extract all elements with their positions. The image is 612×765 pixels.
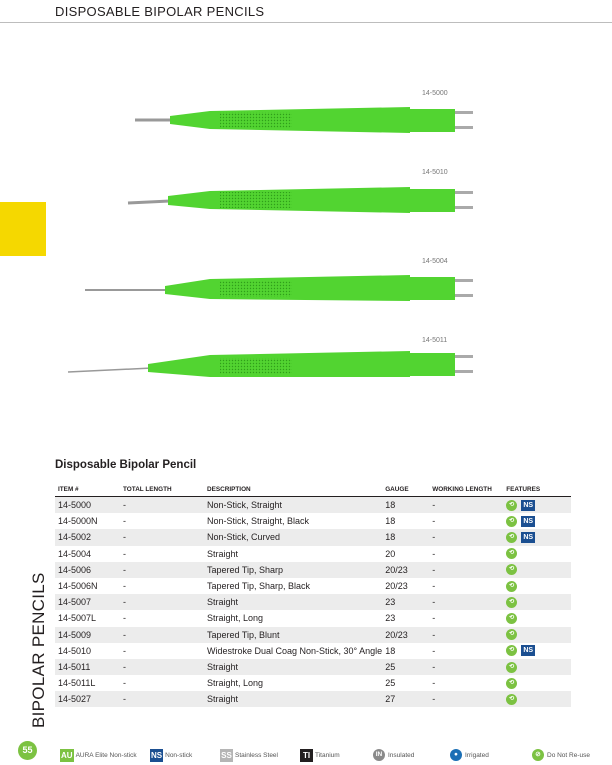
table-body (55, 497, 571, 708)
aura-feature-icon: ⟲ (506, 516, 517, 527)
cell-features (503, 546, 571, 562)
legend-label: Insulated (388, 751, 415, 759)
table-row (55, 594, 571, 610)
legend-ss-icon: SS (221, 751, 232, 760)
aura-feature-icon: ⟲ (506, 613, 517, 624)
cell-features (503, 627, 571, 643)
pencil-image-3 (85, 275, 473, 301)
cell-working-length: - (429, 562, 503, 578)
cell-features (503, 675, 571, 691)
legend-item-au (60, 749, 137, 762)
pencil-label-4: 14-5011 (422, 337, 448, 344)
cell-gauge: 27 (382, 691, 429, 707)
legend-ti-icon: TI (300, 749, 313, 762)
page-number-badge: 55 (18, 741, 37, 760)
legend-item-ns (150, 749, 192, 762)
table-row (55, 529, 571, 545)
non-stick-feature-icon: NS (521, 500, 535, 511)
cell-total-length: - (123, 548, 126, 559)
pencil-label-1: 14-5000 (422, 90, 448, 97)
legend-dr-icon: ⊘ (532, 749, 544, 761)
cell-total-length: - (120, 627, 204, 643)
legend-item-ir (450, 749, 489, 761)
cell-description: Widestroke Dual Coag Non-Stick, 30° Angle (207, 645, 383, 656)
cell-item: 14-5006 (55, 562, 120, 578)
aura-feature-icon: ⟲ (506, 694, 517, 705)
cell-working-length: - (429, 594, 503, 610)
cell-features (503, 497, 571, 514)
table-header-row (55, 484, 571, 497)
legend-label: AURA Elite Non-stick (75, 752, 137, 759)
cell-total-length: - (120, 691, 204, 707)
cell-gauge: 25 (382, 659, 429, 675)
legend-label: Do Not Re-use (547, 751, 590, 759)
aura-feature-icon: ⟲ (506, 629, 517, 640)
cell-description: Straight (204, 659, 382, 675)
legend-ns-icon: NS (151, 751, 163, 760)
cell-features (503, 529, 571, 545)
table-row (55, 675, 571, 691)
cell-working-length: - (429, 691, 503, 707)
cell-working-length: - (429, 659, 503, 675)
product-table (55, 484, 571, 707)
table-row (55, 627, 571, 643)
cell-features (503, 513, 571, 529)
legend-item-ti (300, 749, 340, 762)
cell-gauge: 23 (385, 613, 396, 624)
pencil-label-2: 14-5010 (422, 169, 448, 176)
non-stick-feature-icon: NS (521, 516, 535, 527)
table-row (55, 691, 571, 707)
cell-item: 14-5011L (58, 678, 96, 689)
col-header-features: FEATURES (503, 484, 571, 497)
col-header-description: DESCRIPTION (204, 484, 382, 497)
cell-working-length: - (432, 678, 436, 689)
cell-total-length: - (123, 581, 126, 592)
aura-feature-icon: ⟲ (506, 678, 517, 689)
aura-feature-icon: ⟲ (506, 581, 517, 592)
cell-features (503, 659, 571, 675)
col-header-gauge: GAUGE (382, 484, 429, 497)
non-stick-feature-icon: NS (521, 645, 535, 656)
cell-item: 14-5007L (58, 613, 97, 624)
table-row (55, 610, 571, 626)
cell-working-length: - (432, 581, 436, 592)
pencil-image-4 (68, 351, 473, 377)
table-row (55, 546, 571, 562)
aura-feature-icon: ⟲ (506, 662, 517, 673)
legend-item-ss (220, 749, 278, 762)
cell-item: 14-5004 (58, 548, 92, 559)
legend-label: Irrigated (465, 751, 489, 759)
cell-item: 14-5009 (55, 627, 120, 643)
cell-item: 14-5000N (58, 516, 98, 527)
cell-total-length: - (123, 516, 126, 527)
aura-feature-icon: ⟲ (506, 645, 517, 656)
cell-total-length: - (123, 645, 126, 656)
cell-gauge: 25 (385, 678, 396, 689)
cell-total-length: - (120, 594, 204, 610)
section-title: Disposable Bipolar Pencil (55, 459, 197, 471)
legend-label: Titanium (315, 752, 340, 759)
legend-label: Non-stick (165, 752, 193, 759)
header-rule (0, 22, 612, 23)
cell-gauge: 18 (382, 497, 429, 514)
cell-total-length: - (123, 613, 126, 624)
pencil-label-3: 14-5004 (422, 258, 448, 265)
cell-features (503, 594, 571, 610)
table-row (55, 643, 571, 659)
cell-total-length: - (120, 497, 204, 514)
aura-feature-icon: ⟲ (506, 548, 517, 559)
cell-gauge: 18 (382, 529, 429, 545)
cell-item: 14-5007 (55, 594, 120, 610)
yellow-section-tab (0, 202, 46, 256)
table-row (55, 659, 571, 675)
cell-gauge: 20 (385, 548, 396, 559)
table-row (55, 562, 571, 578)
aura-feature-icon: ⟲ (506, 500, 517, 511)
aura-feature-icon: ⟲ (506, 597, 517, 608)
cell-working-length: - (432, 516, 436, 527)
non-stick-feature-icon: NS (521, 532, 535, 543)
table-row (55, 513, 571, 529)
legend-au-icon: AU (61, 751, 73, 760)
cell-total-length: - (120, 659, 204, 675)
feature-legend (60, 749, 605, 765)
page-header-title: DISPOSABLE BIPOLAR PENCILS (55, 4, 265, 19)
cell-description: Non-Stick, Curved (204, 529, 382, 545)
cell-total-length: - (123, 678, 126, 689)
cell-item: 14-5002 (55, 529, 120, 545)
cell-gauge: 18 (385, 645, 396, 656)
cell-gauge: 20/23 (385, 581, 408, 592)
aura-feature-icon: ⟲ (506, 564, 517, 575)
cell-description: Straight, Long (207, 678, 264, 689)
table-row (55, 578, 571, 594)
cell-working-length: - (429, 627, 503, 643)
cell-item: 14-5010 (58, 645, 92, 656)
cell-total-length: - (120, 529, 204, 545)
legend-in-icon: IN (373, 749, 385, 761)
cell-description: Tapered Tip, Sharp, Black (207, 581, 311, 592)
cell-working-length: - (432, 645, 436, 656)
pencil-image-2 (128, 187, 473, 213)
cell-total-length: - (120, 562, 204, 578)
legend-ir-icon: ● (450, 749, 462, 761)
cell-working-length: - (432, 548, 436, 559)
cell-features (503, 610, 571, 626)
cell-description: Straight, Long (207, 613, 264, 624)
cell-features (503, 578, 571, 594)
cell-gauge: 20/23 (382, 627, 429, 643)
cell-description: Straight (204, 594, 382, 610)
cell-gauge: 23 (382, 594, 429, 610)
cell-features (503, 643, 571, 659)
cell-description: Straight (204, 691, 382, 707)
cell-working-length: - (429, 497, 503, 514)
col-header-total-length: TOTAL LENGTH (120, 484, 204, 497)
cell-item: 14-5027 (55, 691, 120, 707)
cell-gauge: 20/23 (382, 562, 429, 578)
cell-description: Tapered Tip, Blunt (204, 627, 382, 643)
col-header-working-length: WORKING LENGTH (429, 484, 503, 497)
pencil-image-1 (135, 107, 473, 133)
cell-gauge: 18 (385, 516, 396, 527)
cell-item: 14-5000 (55, 497, 120, 514)
cell-description: Non-Stick, Straight, Black (207, 516, 310, 527)
cell-item: 14-5006N (58, 581, 98, 592)
cell-description: Tapered Tip, Sharp (204, 562, 382, 578)
legend-item-in (373, 749, 414, 761)
cell-features (503, 562, 571, 578)
cell-description: Non-Stick, Straight (204, 497, 382, 514)
table-row (55, 497, 571, 514)
cell-working-length: - (432, 613, 436, 624)
aura-feature-icon: ⟲ (506, 532, 517, 543)
cell-description: Straight (207, 548, 239, 559)
legend-label: Stainless Steel (235, 752, 278, 759)
col-header-item: ITEM # (55, 484, 120, 497)
cell-item: 14-5011 (55, 659, 120, 675)
pencil-illustrations (60, 80, 500, 410)
cell-features (503, 691, 571, 707)
legend-item-dr (532, 749, 590, 761)
cell-working-length: - (429, 529, 503, 545)
side-section-label: BIPOLAR PENCILS (29, 572, 48, 728)
